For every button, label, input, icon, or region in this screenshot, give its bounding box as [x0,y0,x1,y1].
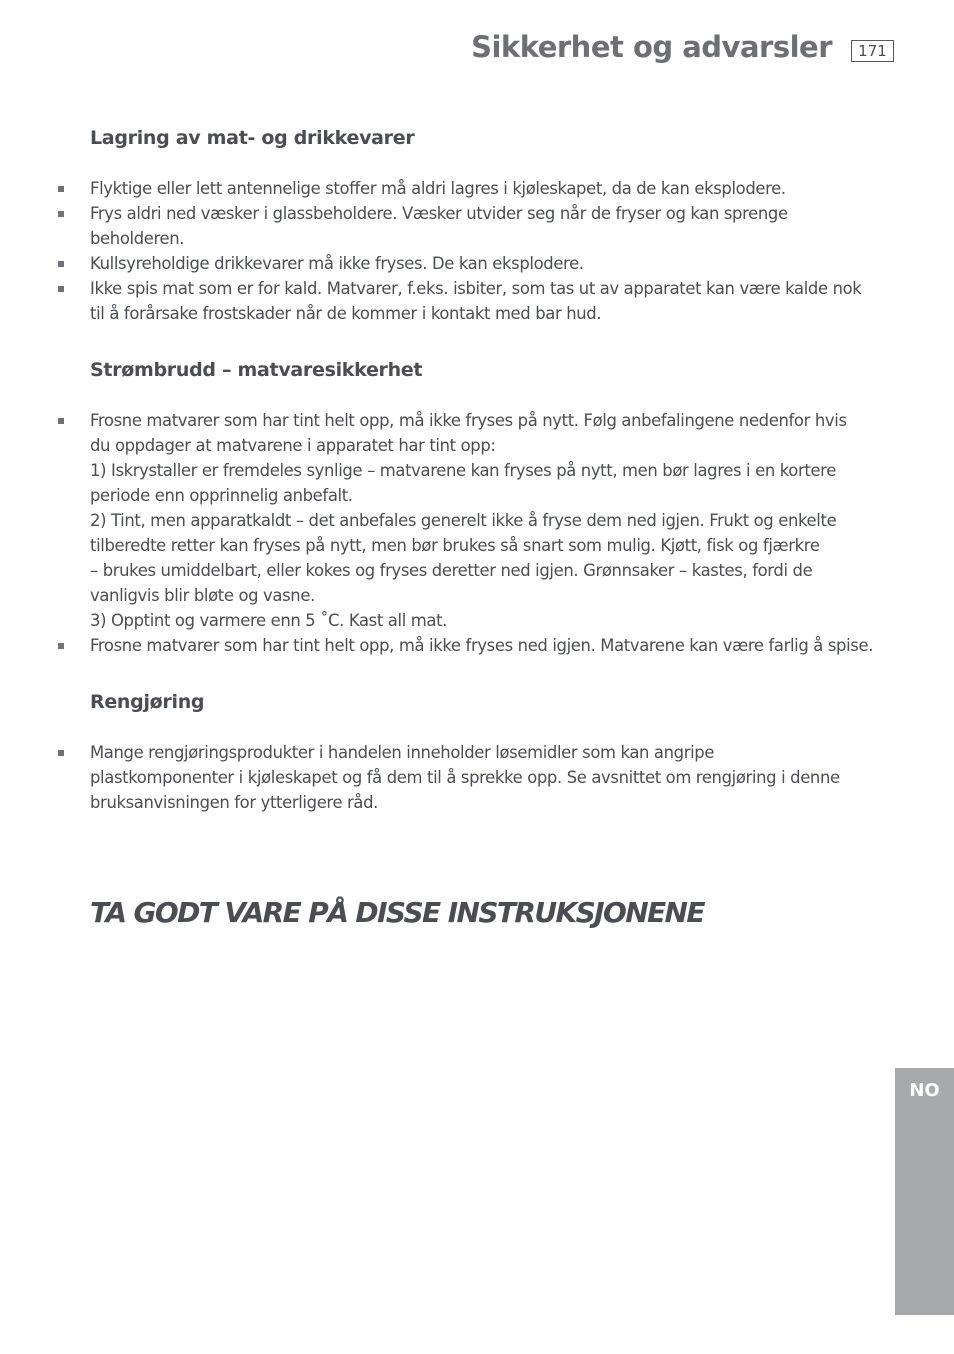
list-item [90,740,890,815]
list-item [90,633,890,658]
list-item-line: plastkomponenter i kjøleskapet og få dem til å sprekke opp. Se avsnittet om rengjøring i denne [90,768,840,787]
list-item [90,408,890,633]
section-heading-power-outage: Strømbrudd – matvaresikkerhet [90,359,423,381]
list-item-line: til å forårsake frostskader når de kommer i kontakt med bar hud. [90,304,602,323]
list-item-line: 3) Opptint og varmere enn 5 ˚C. Kast all mat. [90,611,448,630]
list-item-line: periode enn opprinnelig anbefalt. [90,486,353,505]
list-item-line: 2) Tint, men apparatkaldt – det anbefales generelt ikke å fryse dem ned igjen. Frukt og enkelte [90,511,837,530]
page-number: 171 [851,40,894,62]
list-item [90,201,890,251]
list-item-line: Kullsyreholdige drikkevarer må ikke fryses. De kan eksplodere. [90,254,584,273]
list-item-line: Frosne matvarer som har tint helt opp, må ikke fryses på nytt. Følg anbefalingene nedenfor hvis [90,411,847,430]
list-item-line: Flyktige eller lett antennelige stoffer må aldri lagres i kjøleskapet, da de kan eksplodere. [90,179,786,198]
list-item-line: Mange rengjøringsprodukter i handelen inneholder løsemidler som kan angripe [90,743,715,762]
list-item-line: du oppdager at matvarene i apparatet har tint opp: [90,436,496,455]
list-item-line: – brukes umiddelbart, eller kokes og fryses deretter ned igjen. Grønnsaker – kastes, fordi de [90,561,813,580]
list-item-line: Frys aldri ned væsker i glassbeholdere. Væsker utvider seg når de fryser og kan sprenge [90,204,788,223]
bullet-square-icon [58,750,64,756]
bullet-square-icon [58,286,64,292]
language-tab-label: NO [909,1080,940,1101]
bullet-square-icon [58,211,64,217]
closing-instruction-title: TA GODT VARE PÅ DISSE INSTRUKSJONENE [90,896,704,929]
section-heading-food-storage: Lagring av mat- og drikkevarer [90,127,415,149]
bullet-square-icon [58,418,64,424]
bullet-square-icon [58,186,64,192]
list-item [90,276,890,326]
list-item-line: vanligvis blir bløte og vasne. [90,586,315,605]
list-item [90,176,890,201]
list-item-line: Ikke spis mat som er for kald. Matvarer, f.eks. isbiter, som tas ut av apparatet kan være kalde nok [90,279,862,298]
list-item-line: Frosne matvarer som har tint helt opp, må ikke fryses ned igjen. Matvarene kan være farlig å spise. [90,636,874,655]
list-item [90,251,890,276]
bullet-square-icon [58,643,64,649]
section-heading-cleaning: Rengjøring [90,691,205,713]
list-item-line: tilberedte retter kan fryses på nytt, men bør brukes så snart som mulig. Kjøtt, fisk og fjærkre [90,536,820,555]
bullet-square-icon [58,261,64,267]
language-tab [895,1068,954,1315]
list-item-line: 1) Iskrystaller er fremdeles synlige – matvarene kan fryses på nytt, men bør lagres i en kortere [90,461,836,480]
list-item-line: beholderen. [90,229,185,248]
page-title: Sikkerhet og advarsler [471,30,832,64]
list-item-line: bruksanvisningen for ytterligere råd. [90,793,379,812]
